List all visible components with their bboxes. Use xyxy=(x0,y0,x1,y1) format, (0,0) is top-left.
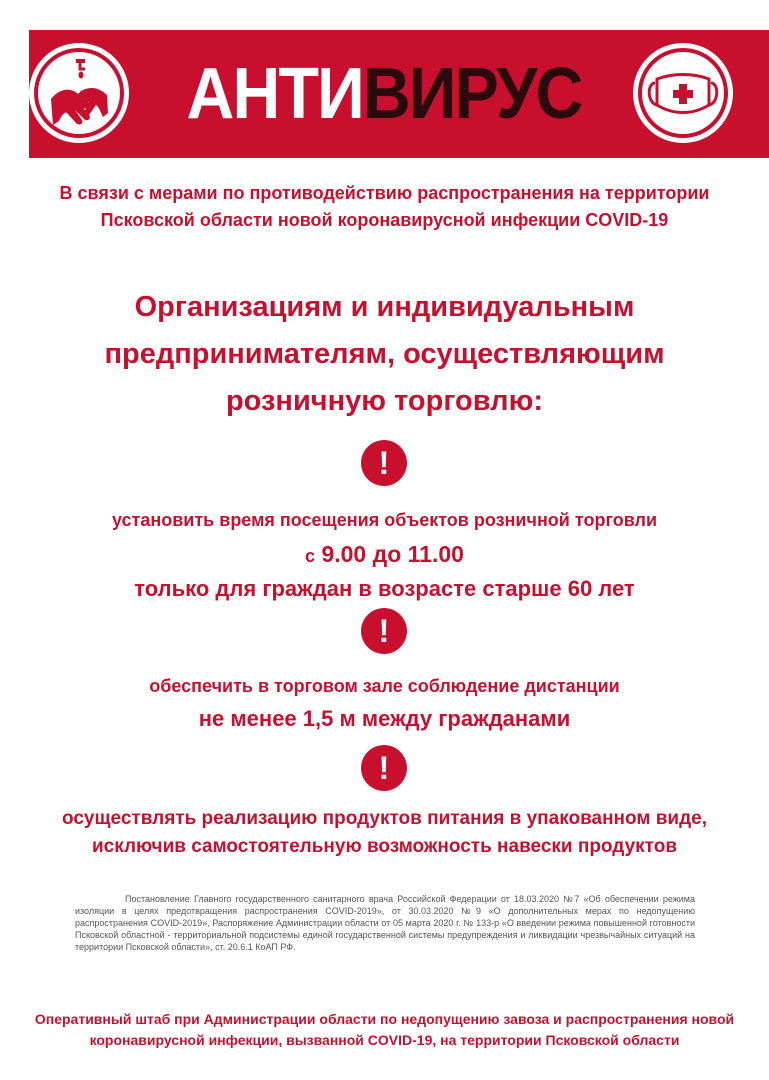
footer-text xyxy=(0,1009,769,1051)
heading-line-1: Организациям и индивидуальным xyxy=(134,291,635,323)
intro-text xyxy=(0,180,769,234)
title-virus: ВИРУС xyxy=(362,54,582,134)
heading-line-2: предпринимателям, осуществляющим xyxy=(104,338,665,370)
exclamation-icon: ! xyxy=(361,745,407,791)
exclamation-icon: ! xyxy=(361,440,407,486)
item1-time xyxy=(0,541,769,568)
banner-title xyxy=(163,36,605,152)
hand-washing-icon xyxy=(29,43,129,143)
exclamation-icon: ! xyxy=(361,608,407,654)
banner xyxy=(29,30,769,158)
main-heading xyxy=(0,284,769,425)
item1-time-prefix: с xyxy=(305,546,316,566)
item2-line-2: не менее 1,5 м между гражданами xyxy=(198,706,571,731)
item1-line-3: только для граждан в возрасте старше 60 лет xyxy=(134,576,635,601)
title-anti: АНТИ xyxy=(186,54,363,134)
heading-line-3: розничную торговлю: xyxy=(225,385,544,417)
intro-line-2: Псковской области новой коронавирусной инфекции COVID-19 xyxy=(100,210,669,230)
item2-line-1: обеспечить в торговом зале соблюдение дистанции xyxy=(149,676,620,696)
item3-line-2: исключив самостоятельную возможность навески продуктов xyxy=(91,836,677,857)
item1-line-1: установить время посещения объектов розничной торговли xyxy=(111,510,658,530)
intro-line-1: В связи с мерами по противодействию распространения на территории xyxy=(59,183,710,203)
footer-line-2: коронавирусной инфекции, вызванной COVID-19, на территории Псковской области xyxy=(89,1032,680,1048)
item3-line-1: осуществлять реализацию продуктов питания в упакованном виде, xyxy=(62,808,707,829)
item1-time-value: 9.00 до 11.00 xyxy=(321,541,464,567)
medical-mask-icon xyxy=(633,43,733,143)
legal-footnote: Постановление Главного государственного санитарного врача Российской Федерации от 18.03.2020 №7 «Об обеспечении режима изоляции в целях предотвращения распространения COVID-2019», от 30.03.2020 №9 «О дополнительных мерах по недопущению распространения COVID-2019», Распоряжение Администрации области от 05 марта 2020 г. № 133-р «О введении режима повышенной готовности Псковской областной - территориальной подсистемы единой государственной системы предупреждения и ликвидации чрезвычайных ситуаций на территории Псковской области», ст. 20.6.1 КоАП РФ. xyxy=(75,894,695,952)
item3-text xyxy=(0,805,769,861)
footer-line-1: Оперативный штаб при Администрации области по недопущению завоза и распространения новой xyxy=(34,1011,735,1027)
